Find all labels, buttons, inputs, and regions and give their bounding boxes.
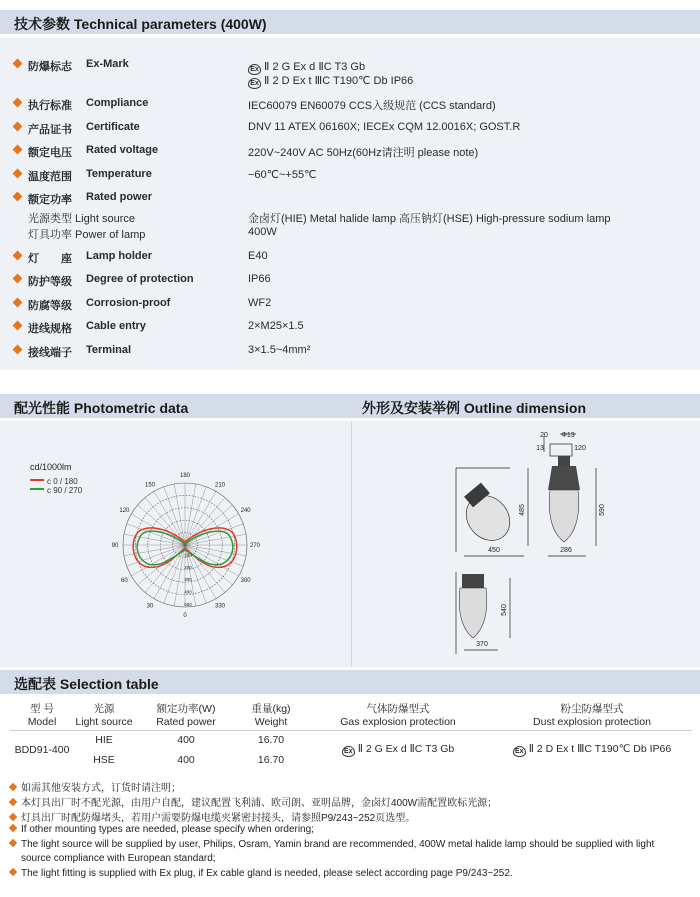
angle-label: 120 bbox=[119, 508, 130, 514]
note-item: 本灯具出厂时不配光源，由用户自配，建议配置飞利浦、欧司朗、亚明品牌，金卤灯400W需配置欧标光源； bbox=[10, 794, 497, 809]
bullet-icon bbox=[13, 98, 23, 108]
polar-diagram bbox=[108, 468, 262, 622]
th-light-source: 光源 Light source bbox=[75, 703, 133, 729]
selection-table bbox=[10, 700, 692, 770]
radial-label: 100 bbox=[184, 552, 192, 558]
ex-icon: Ex bbox=[248, 78, 261, 89]
photo-outline-header bbox=[0, 394, 700, 418]
ex-icon: Ex bbox=[513, 746, 526, 757]
spec-row-voltage: 额定电压 Rated voltage 220V~240V AC 50Hz(60Hz请注明 please note) bbox=[0, 144, 700, 162]
angle-label: 240 bbox=[240, 508, 251, 514]
lamp-front bbox=[548, 456, 580, 542]
photo-title: 配光性能 Photometric data bbox=[14, 400, 189, 416]
svg-text:485: 485 bbox=[519, 504, 526, 516]
legend-line-red bbox=[30, 479, 44, 481]
spec-row-compliance: 执行标准 Compliance IEC60079 EN60079 CCS入级规范 (CCS standard) bbox=[0, 97, 700, 115]
ex-icon: Ex bbox=[342, 746, 355, 757]
svg-text:540: 540 bbox=[501, 604, 508, 616]
selection-header bbox=[0, 670, 700, 694]
bullet-icon bbox=[13, 251, 23, 261]
bullet-icon bbox=[13, 192, 23, 202]
spec-title: 技术参数 Technical parameters (400W) bbox=[14, 16, 267, 32]
spec-row-light-source: 光源类型 Light source 金卤灯(HIE) Metal halide lamp 高压钠灯(HSE) High-pressure sodium lamp bbox=[28, 213, 611, 225]
angle-label: 0 bbox=[183, 613, 187, 619]
lamp-ceiling bbox=[459, 574, 487, 638]
radial-label: 300 bbox=[184, 577, 192, 583]
angle-label: 180 bbox=[179, 473, 191, 479]
svg-text:13: 13 bbox=[536, 445, 544, 452]
spec-row-lamp-holder: 灯 座 Lamp holder E40 bbox=[0, 250, 700, 268]
bullet-icon bbox=[13, 122, 23, 132]
legend-line-green bbox=[30, 488, 44, 490]
angle-label: 270 bbox=[249, 543, 261, 549]
angle-label: 330 bbox=[214, 603, 226, 610]
spec-row-protection: 防护等级 Degree of protection IP66 bbox=[0, 273, 700, 291]
cell-dust: Ex Ⅱ 2 D Ex t ⅢC T190℃ Db IP66 bbox=[492, 730, 692, 770]
cell-model: BDD91-400 bbox=[14, 744, 70, 757]
th-rated-power: 额定功率(W) Rated power bbox=[156, 703, 216, 729]
legend-item: c 90 / 270 bbox=[30, 486, 82, 495]
note-item: 如需其他安装方式，订货时请注明； bbox=[10, 779, 181, 794]
note-item: 灯具出厂时配防爆堵头，若用户需要防爆电缆夹紧密封接头，请参照P9/243~252页选型。 bbox=[10, 809, 415, 824]
legend bbox=[30, 477, 82, 495]
spec-row-certificate: 产品证书 Certificate DNV 11 ATEX 06160X; IECEx CQM 12.0016X; GOST.R bbox=[0, 121, 700, 139]
outline-drawing bbox=[440, 428, 640, 660]
note-item: The light fitting is supplied with Ex plug, if Ex cable gland is needed, please select according page P9/243~252. bbox=[10, 868, 513, 879]
radial-label: 200 bbox=[184, 564, 192, 570]
svg-text:Φ13: Φ13 bbox=[561, 432, 575, 439]
angle-label: 90 bbox=[111, 543, 119, 549]
angle-label: 150 bbox=[144, 482, 156, 489]
svg-text:370: 370 bbox=[476, 641, 488, 648]
th-model: 型 号 Model bbox=[27, 703, 57, 729]
note-item: The light source will be supplied by user, Philips, Osram, Yamin brand are recommended, 400W metal halide lamp should be supplied with light bbox=[10, 839, 654, 850]
divider bbox=[351, 421, 352, 667]
bullet-icon bbox=[13, 145, 23, 155]
ex-icon: Ex bbox=[248, 64, 261, 75]
th-weight: 重量(kg) Weight bbox=[251, 703, 291, 729]
bullet-icon bbox=[13, 59, 23, 69]
photo-unit: cd/1000lm bbox=[30, 462, 72, 472]
svg-text:20: 20 bbox=[540, 432, 548, 439]
svg-text:286: 286 bbox=[560, 547, 572, 554]
note-item: If other mounting types are needed, please specify when ordering; bbox=[10, 824, 314, 835]
th-dust: 粉尘防爆型式 Dust explosion protection bbox=[533, 703, 651, 729]
legend-item: c 0 / 180 bbox=[30, 477, 82, 486]
angle-label: 30 bbox=[146, 603, 154, 610]
note-item-cont: source compliance with European standard; bbox=[21, 853, 216, 864]
bullet-icon bbox=[13, 298, 23, 308]
svg-text:450: 450 bbox=[488, 547, 500, 554]
spec-header bbox=[0, 10, 700, 34]
th-gas: 气体防爆型式 Gas explosion protection bbox=[340, 703, 456, 729]
radial-label: 500 bbox=[184, 602, 192, 607]
lamp-wall bbox=[457, 483, 518, 550]
angle-label: 60 bbox=[121, 578, 128, 584]
table-row: HSE 400 16.70 bbox=[93, 754, 285, 766]
bullet-icon bbox=[13, 321, 23, 331]
selection-title: 选配表 Selection table bbox=[14, 676, 159, 692]
angle-label: 210 bbox=[214, 482, 226, 489]
spec-row-rated-power: 额定功率 Rated power bbox=[0, 191, 700, 209]
table-row: BDD91-400 HIE 400 16.70 Ex Ⅱ 2 G Ex d ⅡC T3 Gb Ex Ⅱ 2 D Ex t ⅢC T190℃ Db IP66 bbox=[10, 730, 692, 750]
svg-text:590: 590 bbox=[599, 504, 606, 516]
spec-row-temperature: 温度范围 Temperature −60℃~+55℃ bbox=[0, 168, 700, 186]
svg-text:120: 120 bbox=[574, 445, 586, 452]
spec-row-terminal: 接线端子 Terminal 3×1.5~4mm² bbox=[0, 344, 700, 362]
bullet-icon bbox=[13, 169, 23, 179]
cell-gas: Ex Ⅱ 2 G Ex d ⅡC T3 Gb bbox=[304, 730, 492, 770]
bullet-icon bbox=[13, 274, 23, 284]
spec-row-power-of-lamp: 灯具功率 Power of lamp 400W bbox=[28, 226, 277, 241]
spec-row-exmark: 防爆标志 Ex-Mark Ex Ⅱ 2 G Ex d ⅡC T3 Gb Ex Ⅱ 2 D Ex t ⅢC T190℃ Db IP66 bbox=[0, 58, 700, 76]
spec-row-corrosion: 防腐等级 Corrosion-proof WF2 bbox=[0, 297, 700, 315]
outline-title: 外形及安装举例 Outline dimension bbox=[362, 400, 587, 416]
angle-label: 300 bbox=[240, 578, 251, 584]
radial-label: 400 bbox=[184, 589, 192, 595]
spec-panel bbox=[0, 38, 700, 370]
bullet-icon bbox=[13, 345, 23, 355]
spec-row-cable-entry: 进线规格 Cable entry 2×M25×1.5 bbox=[0, 320, 700, 338]
